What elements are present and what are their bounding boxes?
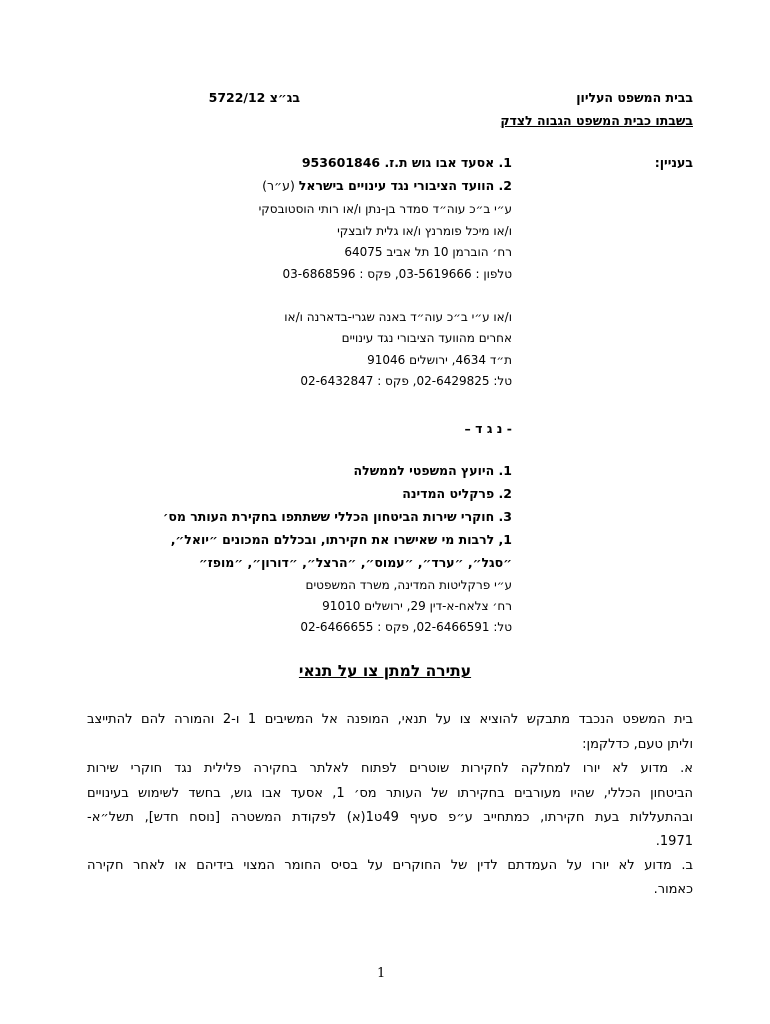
petitioner-rep2-line: ת״ד 4634, ירושלים 91046 <box>367 353 512 367</box>
body-line: כאמור. <box>653 882 693 897</box>
versus-separator: - נ ג ד – <box>464 421 512 436</box>
body-line: א. מדוע לא יורו למחלקה לחקירות שוטרים לפתוח לאלתר בחקירה פלילית נגד חוקרי שירות <box>87 761 693 776</box>
petitioner-rep-line: רח׳ הוברמן 10 תל אביב 64075 <box>344 245 512 259</box>
body-line: וליתן טעם, כדלקמן: <box>582 737 693 752</box>
document-title: עתירה למתן צו על תנאי <box>298 662 472 680</box>
petitioner-1: 1. אסעד אבו גוש ת.ז. 953601846 <box>301 155 512 170</box>
petitioner-rep2-line: אחרים מהוועד הציבורי נגד עינויים <box>341 331 512 345</box>
respondent-1: 1. היועץ המשפטי לממשלה <box>353 463 512 478</box>
court-subtitle: בשבתו כבית המשפט הגבוה לצדק <box>500 113 693 128</box>
respondent-3-cont: ״סגל״, ״ערד״, ״עמוס״, ״הרצל״, ״דורון״, ״מופז״ <box>198 555 512 570</box>
case-number: בג״צ 5722/12 <box>208 90 300 105</box>
body-line: בית המשפט הנכבד מתבקש להוציא צו על תנאי, המופנה אל המשיבים 1 ו-2 והמורה להם להתייצב <box>87 712 693 727</box>
court-name: בבית המשפט העליון <box>576 90 693 105</box>
respondent-rep-line: ע״י פרקליטות המדינה, משרד המשפטים <box>305 578 512 592</box>
body-line: ובהתעללות בעת חקירתו, כמתחייב ע״פ סעיף 49ט1(א) לפקודת המשטרה [נוסח חדש], תשל״א- <box>87 810 693 825</box>
parties-label: בעניין: <box>654 155 693 170</box>
respondent-3: 3. חוקרי שירות הביטחון הכללי ששתתפו בחקירת העותר מס׳ <box>162 509 512 524</box>
respondent-2: 2. פרקליט המדינה <box>402 486 512 501</box>
body-line: ב. מדוע לא יורו על העמדתם לדין של החוקרים על בסיס החומר המצוי בידיהם או לאחר חקירה <box>87 858 693 873</box>
body-line: 1971. <box>655 834 693 849</box>
petitioner-rep-line: ו/או מיכל פומרנץ ו/או גלית לובצקי <box>337 224 512 238</box>
petitioner-2-name: 2. הוועד הציבורי נגד עינויים בישראל <box>298 178 512 193</box>
petitioner-rep-line: טלפון : 03-5619666, פקס : 03-6868596 <box>282 267 512 281</box>
respondent-rep-line: רח׳ צלאח-א-דין 29, ירושלים 91010 <box>322 599 512 613</box>
petitioner-rep2-line: ו/או ע״י ב״כ עוה״ד באנה שגרי-בדארנה ו/או <box>284 310 512 324</box>
respondent-rep-line: טל: 02-6466591, פקס : 02-6466655 <box>300 620 512 634</box>
petitioner-rep-line: ע״י ב״כ עוה״ד סמדר בן-נתן ו/או רותי הוסטובסקי <box>258 202 512 216</box>
page-number: 1 <box>377 966 386 981</box>
petitioner-2-suffix: (ע״ר) <box>262 178 299 193</box>
petitioner-rep2-line: טל: 02-6429825, פקס : 02-6432847 <box>300 374 512 388</box>
respondent-3-cont: 1, לרבות מי שאישרו את חקירתו, ובכללם המכונים ״יואל״, <box>170 532 512 547</box>
body-line: הביטחון הכללי, שהיו מעורבים בחקירתו של העותר מס׳ 1, אסעד אבו גוש, בחשד לשימוש בעינויים <box>87 786 693 801</box>
petitioner-2 <box>262 178 512 193</box>
